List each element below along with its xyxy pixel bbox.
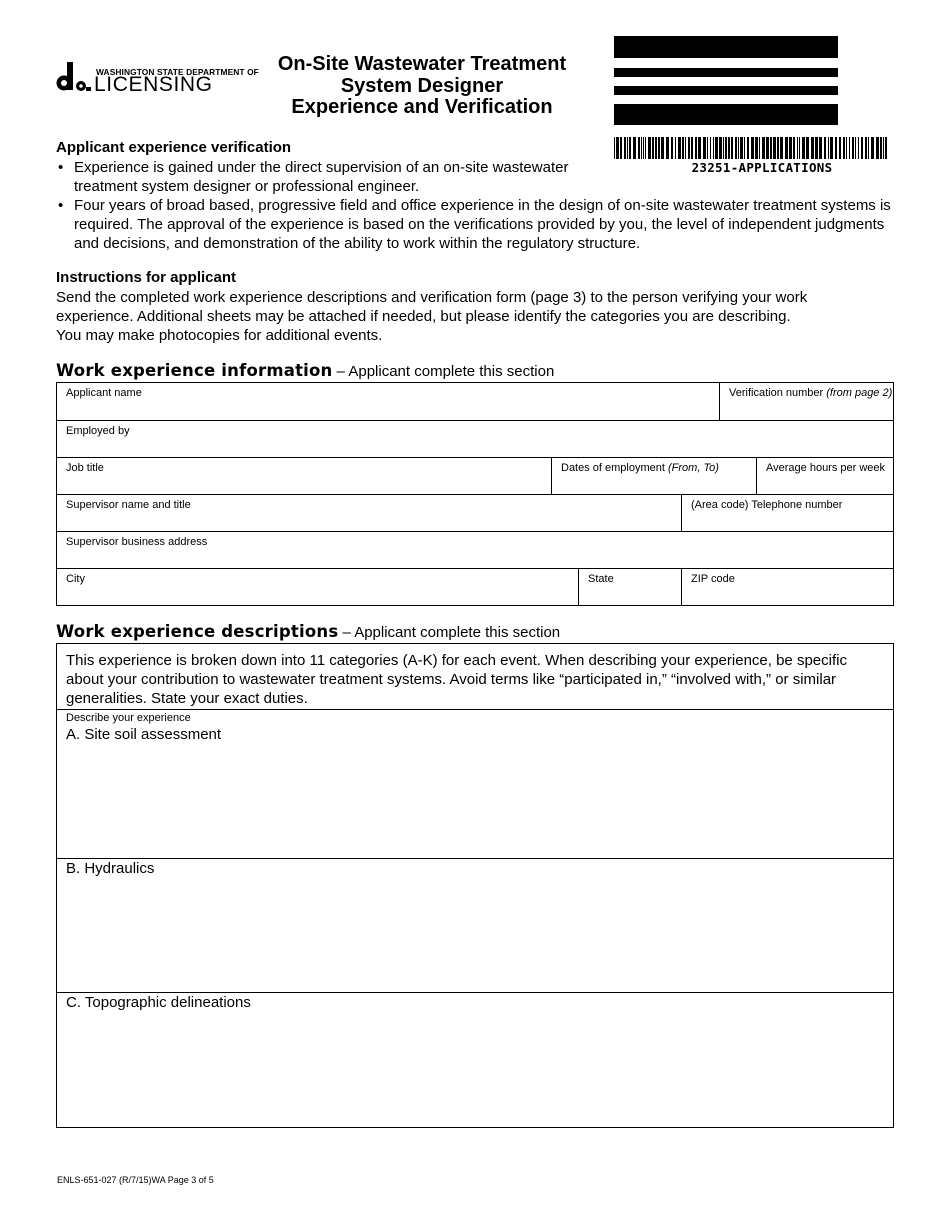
barcode-stripe [715,137,718,159]
barcode-stripe [770,137,772,159]
redaction-bar [614,36,838,58]
divider [57,709,893,710]
barcode-stripe [762,137,765,159]
form-title-line-2: System Designer [340,74,504,97]
bullet-item: • Experience is gained under the direct supervision of an on-site wastewater treatment system designer or professional engineer. [56,158,604,196]
field-label: Supervisor name and title [66,499,191,511]
barcode-stripe [876,137,879,159]
barcode-stripe [871,137,874,159]
barcode-stripe [661,137,664,159]
barcode-stripe [755,137,758,159]
barcode-stripe [658,137,660,159]
average-hours-field[interactable] [756,458,893,494]
barcode-stripe [643,137,644,159]
barcode-stripe [707,137,708,159]
field-label: ZIP code [691,573,735,585]
form-row [57,421,893,458]
barcode-stripe [710,137,711,159]
barcode-stripe [671,137,673,159]
barcode-stripe [839,137,841,159]
dol-logo [56,62,259,96]
descriptions-title-strong: Work experience descriptions [56,622,339,641]
barcode-stripe [740,137,743,159]
barcode-stripe [713,137,714,159]
redaction-bar [614,104,838,125]
barcode-stripe [624,137,626,159]
descriptions-title [56,622,560,641]
instructions-heading: Instructions for applicant [56,269,237,286]
field-label: Average hours per week [766,462,886,474]
category-a-field[interactable]: A. Site soil assessment [66,726,222,743]
barcode-stripe [802,137,805,159]
barcode-stripe [698,137,701,159]
descriptions-box [56,643,894,1128]
barcode-stripe [685,137,686,159]
barcode-stripe [855,137,856,159]
form-row [57,458,893,495]
barcode-stripe [731,137,733,159]
barcode-stripe [735,137,737,159]
barcode-stripe [849,137,850,159]
barcode-stripe [868,137,869,159]
barcode-stripe [811,137,814,159]
barcode-text: 23251-APPLICATIONS [691,160,833,175]
applicant-name-field[interactable] [57,383,719,420]
barcode-stripe [815,137,818,159]
barcode-stripe [846,137,847,159]
supervisor-address-field[interactable] [57,532,893,568]
state-field[interactable] [578,569,681,605]
barcode-stripe [675,137,676,159]
work-info-subtitle: – Applicant complete this section [336,363,555,380]
barcode-stripe [858,137,859,159]
divider [57,992,893,993]
barcode-stripe [828,137,829,159]
barcode-stripe [620,137,622,159]
category-c-field[interactable]: C. Topographic delineations [66,994,251,1011]
field-label: Applicant name [66,387,142,399]
describe-experience-label: Describe your experience [66,712,191,724]
logo-licensing-text: LICENSING [94,73,213,96]
barcode-stripe [678,137,681,159]
employed-by-field[interactable] [57,421,893,457]
barcode-stripe [780,137,783,159]
instructions-line: You may make photocopies for additional events. [56,327,383,344]
barcode-stripe [885,137,887,159]
barcode-stripe [785,137,788,159]
dol-logo-mark-icon [56,62,92,96]
field-label: Verification number [729,387,824,399]
barcode-stripe [819,137,822,159]
field-label: Employed by [66,425,130,437]
barcode-stripe [861,137,863,159]
barcode-stripe [865,137,867,159]
work-info-title-strong: Work experience information [56,361,333,380]
barcode-stripe [648,137,651,159]
form-title-line-1: On-Site Wastewater Treatment [277,53,567,75]
barcode-stripe [723,137,724,159]
field-label: Supervisor business address [66,536,208,548]
barcode-stripe [616,137,619,159]
instructions-text [56,288,886,345]
barcode-stripe [806,137,809,159]
barcode-stripe [835,137,837,159]
category-b-field[interactable]: B. Hydraulics [66,860,155,877]
barcode-stripe [883,137,884,159]
barcode-stripe [629,137,631,159]
barcode-stripe [633,137,636,159]
field-label: City [66,573,85,585]
supervisor-name-field[interactable] [57,495,681,531]
field-label: (Area code) Telephone number [691,499,843,511]
barcode-stripe [682,137,684,159]
verification-heading: Applicant experience verification [56,139,292,156]
barcode-stripe [759,137,760,159]
barcode-stripe [638,137,640,159]
verification-bullets [56,158,906,253]
barcode-stripe [747,137,749,159]
barcode-stripe [799,137,800,159]
work-info-title [56,361,554,380]
form-row [57,569,893,605]
barcode-stripe [797,137,798,159]
redaction-bar [614,68,838,77]
barcode-stripe [691,137,693,159]
barcode-stripe [744,137,745,159]
form-row [57,532,893,569]
barcode-stripe [728,137,730,159]
dates-of-employment-field[interactable] [551,458,756,494]
zip-code-field[interactable] [681,569,893,605]
barcode-stripe [852,137,854,159]
barcode-stripe [627,137,628,159]
barcode-stripe [719,137,722,159]
barcode-stripe [652,137,654,159]
barcode-icon [614,137,888,159]
barcode-stripe [880,137,882,159]
field-label: Dates of employment [561,462,665,474]
form-row [57,383,893,421]
field-label: Job title [66,462,104,474]
form-id-footer: ENLS-651-027 (R/7/15)WA Page 3 of 5 [57,1175,214,1185]
barcode-stripe [641,137,642,159]
form-row [57,495,893,532]
barcode-stripe [666,137,669,159]
field-note: (from page 2) [826,387,893,399]
barcode-stripe [789,137,792,159]
city-field[interactable] [57,569,578,605]
barcode-stripe [773,137,776,159]
instructions-line: Send the completed work experience descriptions and verification form (page 3) to the person verifying your work [56,289,808,306]
telephone-field[interactable] [681,495,893,531]
field-label: State [588,573,614,585]
divider [57,858,893,859]
barcode-stripe [703,137,706,159]
verification-number-field[interactable] [719,383,893,420]
bullet-item: • Four years of broad based, progressive field and office experience in the design of on-site wastewater treatment systems is required. The approval of the experience is based on the verifications provided by you, the level of independent judgments and decisions, and demonstration of the ability to work within the regulatory structure. [56,196,906,253]
barcode-stripe [824,137,826,159]
barcode-stripe [695,137,697,159]
barcode-stripe [655,137,657,159]
barcode-stripe [843,137,845,159]
barcode-stripe [725,137,727,159]
barcode-stripe [777,137,779,159]
barcode-stripe [830,137,833,159]
barcode-stripe [738,137,739,159]
descriptions-intro: This experience is broken down into 11 categories (A-K) for each event. When describing your experience, be specific about your contribution to wastewater treatment systems. Avoid terms like “participated in,” “involved with,” or similar generalities. State your exact duties. [66,652,847,707]
barcode-stripe [645,137,646,159]
barcode-stripe [766,137,769,159]
field-note: (From, To) [668,462,719,474]
descriptions-subtitle: – Applicant complete this section [342,624,561,641]
job-title-field[interactable] [57,458,551,494]
form-title [246,54,598,119]
barcode-stripe [751,137,754,159]
barcode-stripe [688,137,690,159]
form-title-line-3: Experience and Verification [291,96,553,118]
instructions-line: experience. Additional sheets may be attached if needed, but please identify the categories you are describing. [56,308,791,325]
work-info-form [56,382,894,606]
barcode-stripe [793,137,795,159]
logo-department-text: WASHINGTON STATE DEPARTMENT OF [96,67,259,77]
redaction-bar [614,86,838,95]
barcode-stripe [614,137,615,159]
